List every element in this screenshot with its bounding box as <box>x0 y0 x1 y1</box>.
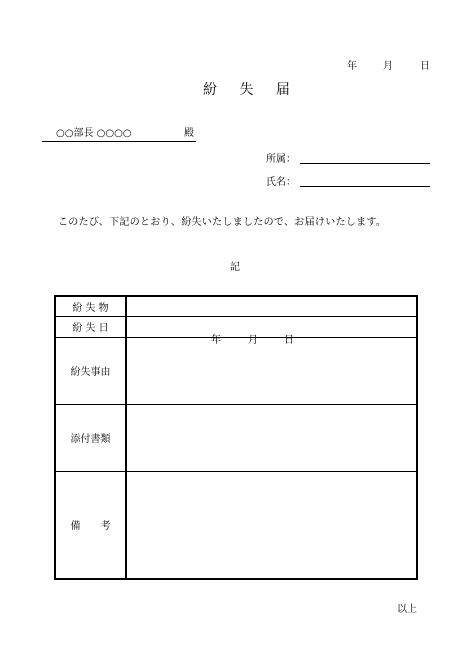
table-row-attachments <box>55 404 417 471</box>
lost-item-table <box>54 295 418 580</box>
table-row-lost-date <box>55 316 417 337</box>
table-row-lost-item <box>55 296 417 316</box>
lost-date-month: 月 <box>248 334 258 346</box>
closing-text: 以上 <box>397 604 417 615</box>
row-label-lost-item: 紛 失 物 <box>55 296 126 316</box>
dept-field-line <box>300 163 430 164</box>
lost-reason-field[interactable] <box>126 337 417 404</box>
document-title: 紛 失 届 <box>203 82 299 98</box>
header-year: 年 <box>347 61 357 72</box>
table-row-remarks <box>55 471 417 579</box>
name-label: 氏名： <box>266 177 296 188</box>
table-row-lost-reason <box>55 337 417 404</box>
body-text: このたび、下記のとおり、紛失いたしましたので、お届けいたします。 <box>58 217 387 228</box>
lost-date-year: 年 <box>211 334 221 346</box>
addressee-underline <box>42 141 196 142</box>
lost-date-field[interactable] <box>126 316 417 346</box>
row-label-lost-date: 紛 失 日 <box>55 316 126 337</box>
row-label-lost-reason: 紛失事由 <box>55 337 126 404</box>
attachments-field[interactable] <box>126 404 417 471</box>
header-day: 日 <box>420 61 430 72</box>
header-month: 月 <box>383 61 393 72</box>
lost-date-day: 日 <box>284 334 294 346</box>
remarks-field[interactable] <box>126 471 417 579</box>
addressee-honorific: 殿 <box>184 128 194 139</box>
dept-label: 所属： <box>266 154 296 165</box>
row-label-attachments: 添付書類 <box>55 404 126 471</box>
row-label-remarks: 備 考 <box>55 471 126 579</box>
addressee-name: ○○部長 ○○○○ <box>56 128 132 139</box>
name-field-line <box>300 186 430 187</box>
ki-heading: 記 <box>230 262 240 273</box>
lost-item-field[interactable] <box>126 296 417 316</box>
